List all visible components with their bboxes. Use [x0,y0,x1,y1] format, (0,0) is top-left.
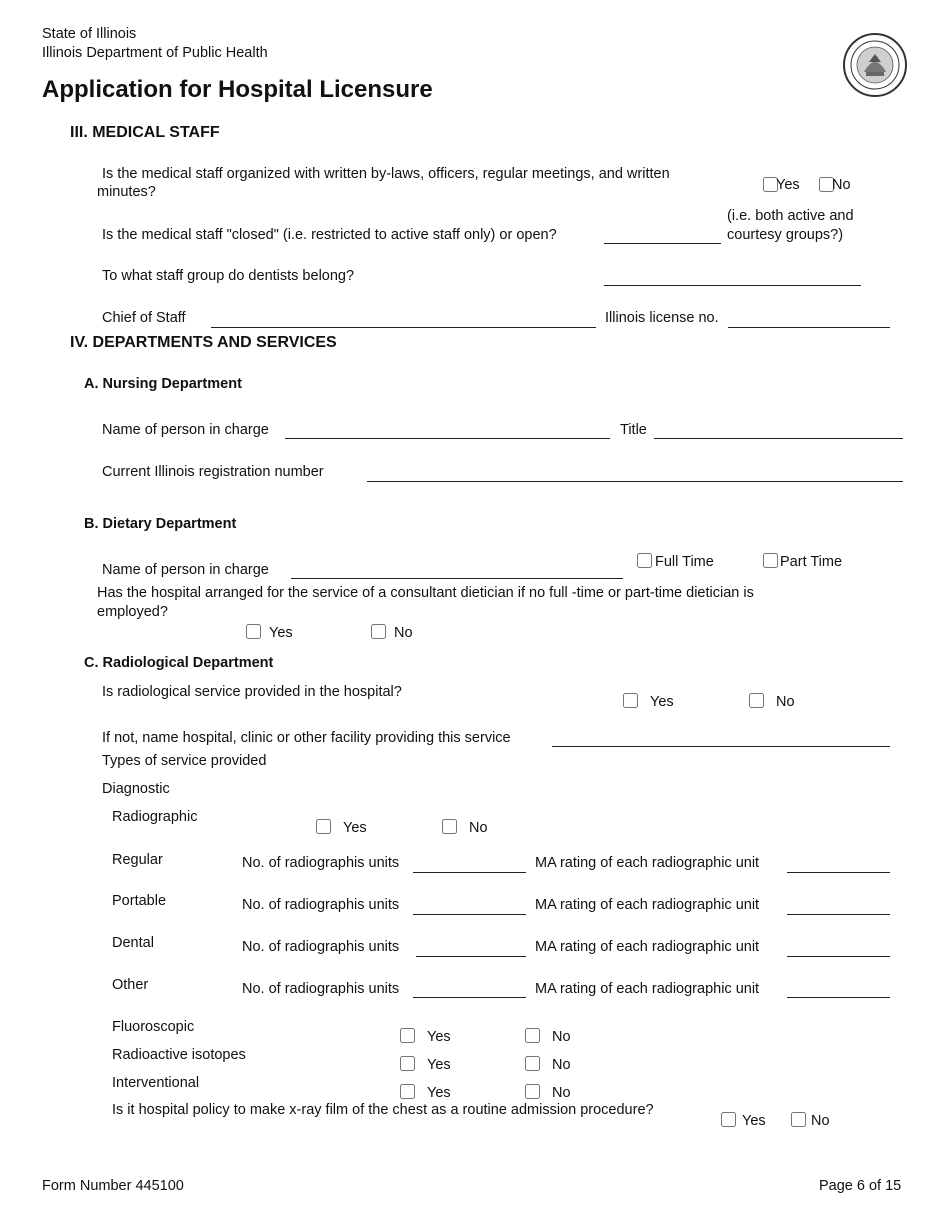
xray-yes-label: Yes [742,1113,766,1129]
interventional-label: Interventional [112,1075,200,1091]
form-number: Form Number 445100 [42,1178,184,1194]
radiographic-no-label: No [469,820,488,836]
ma-rating-label: MA rating of each radiographic unit [535,855,760,871]
page-title: Application for Hospital Licensure [42,76,433,103]
regular-units-line[interactable] [413,872,526,873]
bylaws-question-line2: minutes? [97,184,156,200]
consultant-no-label: No [394,625,413,641]
isotopes-label: Radioactive isotopes [112,1047,246,1063]
radiographic-no-checkbox[interactable] [442,819,457,834]
ma-rating-label: MA rating of each radiographic unit [535,981,760,997]
state-seal-icon [842,32,908,98]
nursing-registration-label: Current Illinois registration number [102,464,324,480]
part-time-label: Part Time [780,554,843,570]
interventional-no-checkbox[interactable] [525,1084,540,1099]
nursing-heading: A. Nursing Department [84,376,242,392]
full-time-label: Full Time [655,554,714,570]
unit-row-label-portable: Portable [112,893,167,909]
interventional-no-label: No [552,1085,571,1101]
portable-ma-line[interactable] [787,914,890,915]
other-units-line[interactable] [413,997,526,998]
units-count-label: No. of radiographis units [242,981,400,997]
radiological-provided-yes-label: Yes [650,694,674,710]
dietary-person-label: Name of person in charge [102,562,269,578]
alternate-facility-label: If not, name hospital, clinic or other facility providing this service [102,730,511,746]
alternate-facility-line[interactable] [552,746,890,747]
dental-ma-line[interactable] [787,956,890,957]
isotopes-no-label: No [552,1057,571,1073]
consultant-yes-label: Yes [269,625,293,641]
closed-staff-note-line1: (i.e. both active and [727,208,854,224]
page-number: Page 6 of 15 [819,1178,902,1194]
radiological-heading: C. Radiological Department [84,655,274,671]
xray-policy-question: Is it hospital policy to make x-ray film of the chest as a routine admission procedure? [112,1102,654,1118]
bylaws-question-line1: Is the medical staff organized with written by-laws, officers, regular meetings, and written [102,166,670,182]
chief-of-staff-line[interactable] [211,327,596,328]
bylaws-no-label: No [832,177,851,193]
bylaws-yes-label: Yes [776,177,800,193]
unit-row-label-other: Other [112,977,149,993]
closed-staff-answer-line[interactable] [604,243,721,244]
radiographic-yes-checkbox[interactable] [316,819,331,834]
illinois-license-label: Illinois license no. [605,310,719,326]
units-count-label: No. of radiographis units [242,897,400,913]
dental-units-line[interactable] [416,956,526,957]
radiological-provided-question: Is radiological service provided in the hospital? [102,684,402,700]
fluoroscopic-yes-checkbox[interactable] [400,1028,415,1043]
closed-staff-note-line2: courtesy groups?) [727,227,844,243]
full-time-checkbox[interactable] [637,553,652,568]
fluoroscopic-label: Fluoroscopic [112,1019,195,1035]
state-name: State of Illinois [42,26,137,42]
unit-row-label-dental: Dental [112,935,154,951]
dentists-question: To what staff group do dentists belong? [102,268,355,284]
isotopes-yes-checkbox[interactable] [400,1056,415,1071]
xray-no-label: No [811,1113,830,1129]
part-time-checkbox[interactable] [763,553,778,568]
isotopes-yes-label: Yes [427,1057,451,1073]
xray-no-checkbox[interactable] [791,1112,806,1127]
chief-of-staff-label: Chief of Staff [102,310,186,326]
nursing-person-label: Name of person in charge [102,422,269,438]
types-of-service-label: Types of service provided [102,753,267,769]
isotopes-no-checkbox[interactable] [525,1056,540,1071]
interventional-yes-checkbox[interactable] [400,1084,415,1099]
radiological-provided-yes-checkbox[interactable] [623,693,638,708]
regular-ma-line[interactable] [787,872,890,873]
unit-row-label-regular: Regular [112,852,163,868]
dietary-person-line[interactable] [291,578,623,579]
closed-staff-question: Is the medical staff "closed" (i.e. restricted to active staff only) or open? [102,227,557,243]
ma-rating-label: MA rating of each radiographic unit [535,939,760,955]
diagnostic-label: Diagnostic [102,781,170,797]
interventional-yes-label: Yes [427,1085,451,1101]
radiological-provided-no-checkbox[interactable] [749,693,764,708]
illinois-license-line[interactable] [728,327,890,328]
consultant-no-checkbox[interactable] [371,624,386,639]
consultant-question-line1: Has the hospital arranged for the service of a consultant dietician if no full -time or part-time dietician is [97,585,754,601]
units-count-label: No. of radiographis units [242,855,400,871]
portable-units-line[interactable] [413,914,526,915]
other-ma-line[interactable] [787,997,890,998]
nursing-registration-line[interactable] [367,481,903,482]
fluoroscopic-no-label: No [552,1029,571,1045]
department-name: Illinois Department of Public Health [42,45,268,61]
nursing-title-line[interactable] [654,438,903,439]
departments-heading: IV. DEPARTMENTS AND SERVICES [70,334,337,351]
consultant-yes-checkbox[interactable] [246,624,261,639]
radiographic-yes-label: Yes [343,820,367,836]
dietary-heading: B. Dietary Department [84,516,237,532]
nursing-person-line[interactable] [285,438,610,439]
units-count-label: No. of radiographis units [242,939,400,955]
medical-staff-heading: III. MEDICAL STAFF [70,124,220,141]
ma-rating-label: MA rating of each radiographic unit [535,897,760,913]
radiological-provided-no-label: No [776,694,795,710]
xray-yes-checkbox[interactable] [721,1112,736,1127]
consultant-question-line2: employed? [97,604,168,620]
fluoroscopic-yes-label: Yes [427,1029,451,1045]
fluoroscopic-no-checkbox[interactable] [525,1028,540,1043]
radiographic-label: Radiographic [112,809,198,825]
dentists-answer-line[interactable] [604,285,861,286]
nursing-title-label: Title [620,422,647,438]
